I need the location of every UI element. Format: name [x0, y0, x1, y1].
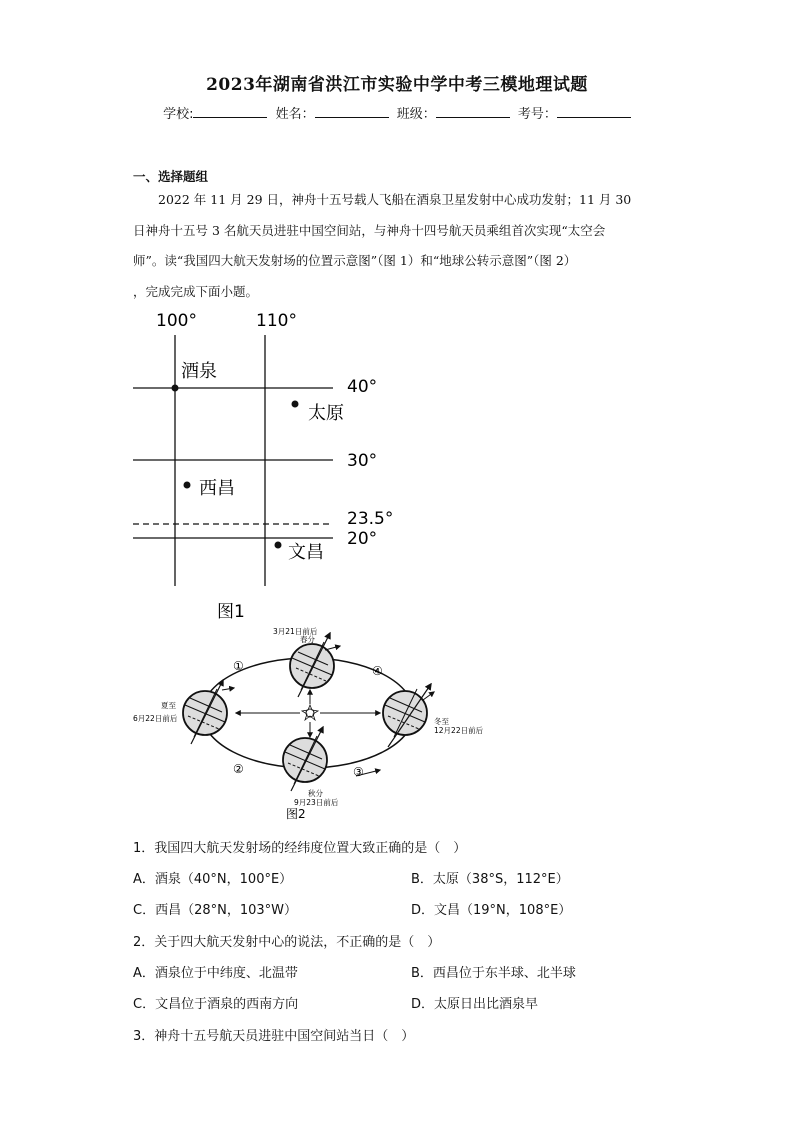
q2-option-d[interactable]: D．太原日出比酒泉早	[411, 997, 539, 1012]
lat-label-20: 20°	[347, 529, 378, 549]
passage-line-4: ，完成完成下面小题。	[133, 283, 259, 299]
school-blank[interactable]	[193, 107, 267, 118]
lat-label-40: 40°	[347, 377, 378, 397]
figure-1-caption: 图1	[217, 602, 245, 622]
site-dot-taiyuan	[292, 401, 299, 408]
figure-2-revolution	[120, 620, 500, 825]
figure-1-map	[120, 300, 420, 630]
winter-name: 冬至	[434, 717, 449, 726]
question-3: 3．神舟十五号航天员进驻中国空间站当日（ ）	[133, 1029, 415, 1044]
name-blank[interactable]	[315, 107, 389, 118]
name-label: 姓名：	[275, 107, 315, 122]
class-blank[interactable]	[436, 107, 510, 118]
site-dot-jiuquan	[172, 385, 179, 392]
figure-2-caption: 图2	[286, 807, 306, 821]
passage	[133, 185, 663, 307]
site-label-wenchang: 文昌	[288, 542, 324, 563]
section-heading: 一、选择题组	[133, 169, 209, 184]
q1-option-a[interactable]: A．酒泉（40°N，100°E）	[133, 872, 293, 887]
sun-icon	[302, 705, 318, 720]
orbit-arrow-summer	[222, 688, 234, 690]
marker-1: ①	[233, 659, 244, 673]
earth-autumn-equinox	[283, 727, 327, 791]
q1-option-b[interactable]: B．太原（38°S，112°E）	[411, 872, 569, 887]
summer-name: 夏至	[161, 701, 176, 710]
site-dot-xichang	[184, 482, 191, 489]
school-label: 学校:	[163, 107, 194, 122]
q1-option-d[interactable]: D．文昌（19°N，108°E）	[411, 903, 572, 918]
exam-number-blank[interactable]	[557, 107, 631, 118]
marker-4: ④	[372, 664, 383, 678]
orbit-arrow-spring	[325, 646, 340, 650]
q2-option-a[interactable]: A．酒泉位于中纬度、北温带	[133, 966, 298, 981]
question-1: 1．我国四大航天发射场的经纬度位置大致正确的是（ ）	[133, 841, 467, 856]
site-label-jiuquan: 酒泉	[181, 361, 217, 382]
lon-label-100: 100°	[156, 311, 197, 331]
student-info-line	[0, 103, 794, 122]
exam-number-label: 考号：	[517, 107, 557, 122]
earth-winter-solstice	[383, 684, 431, 747]
marker-2: ②	[233, 762, 244, 776]
winter-date: 12月22日前后	[434, 726, 484, 735]
spring-name: 春分	[300, 635, 315, 644]
lat-label-23-5: 23.5°	[347, 509, 394, 529]
spring-date: 3月21日前后	[273, 627, 318, 636]
autumn-name: 秋分	[308, 789, 323, 798]
lat-label-30: 30°	[347, 451, 378, 471]
q1-option-c[interactable]: C．西昌（28°N，103°W）	[133, 903, 298, 918]
passage-line-1: 2022 年 11 月 29 日，神舟十五号载人飞船在酒泉卫星发射中心成功发射；11 月 30	[158, 192, 632, 207]
question-2: 2．关于四大航天发射中心的说法，不正确的是（ ）	[133, 935, 441, 950]
q2-option-b[interactable]: B．西昌位于东半球、北半球	[411, 966, 576, 981]
site-dot-wenchang	[275, 542, 282, 549]
q2-option-c[interactable]: C．文昌位于酒泉的西南方向	[133, 997, 299, 1012]
autumn-date: 9月23日前后	[294, 798, 339, 807]
lon-label-110: 110°	[256, 311, 297, 331]
passage-line-3: 师”。读“我国四大航天发射场的位置示意图”（图 1）和“地球公转示意图”（图 2）	[133, 253, 577, 268]
summer-date: 6月22日前后	[133, 714, 178, 723]
passage-line-2: 日神舟十五号 3 名航天员进驻中国空间站，与神舟十四号航天员乘组首次实现“太空会	[133, 222, 606, 238]
class-label: 班级：	[396, 107, 436, 122]
earth-summer-solstice	[183, 680, 227, 744]
site-label-xichang: 西昌	[199, 478, 235, 499]
marker-3: ③	[353, 765, 364, 779]
site-label-taiyuan: 太原	[308, 403, 344, 424]
page-title: 2023年湖南省洪江市实验中学中考三模地理试题	[206, 75, 588, 95]
